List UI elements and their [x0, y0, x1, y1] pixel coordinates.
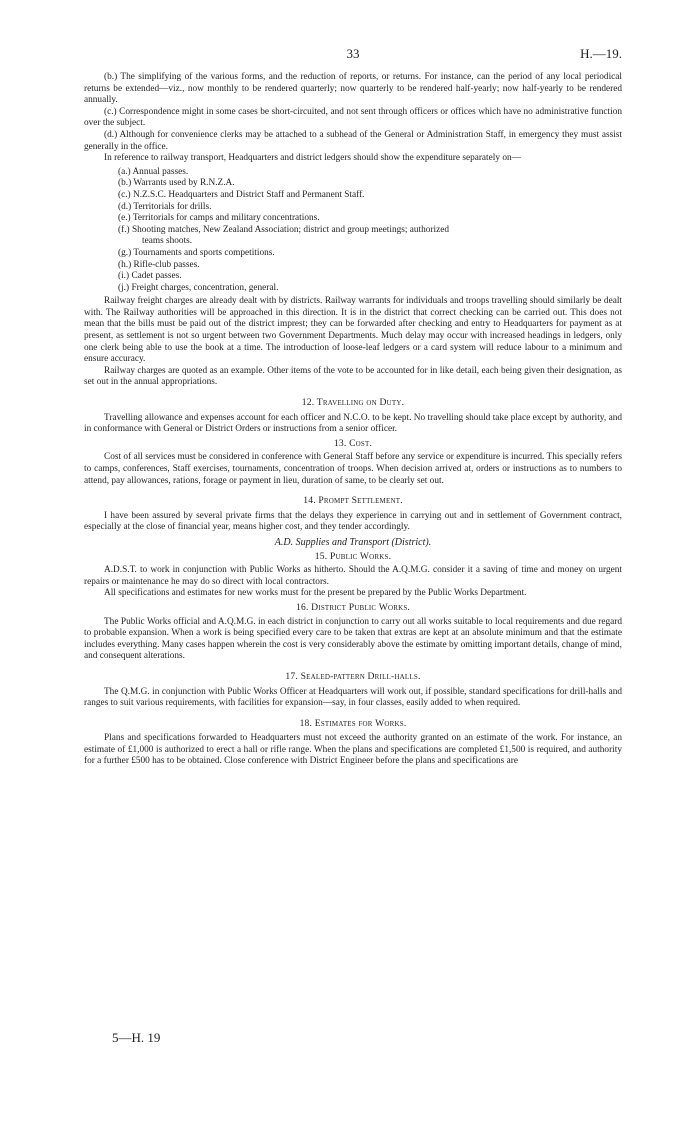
list-text: Territorials for drills.	[133, 201, 212, 212]
list-text: Annual passes.	[132, 166, 189, 177]
document-reference: H.—19.	[580, 46, 622, 61]
paragraph-intro-c: (c.) Correspondence might in some cases be short-circuited, and not sent through officers or offices which have no administrative function over the subject.	[84, 106, 622, 129]
section-heading-15: 15. Public Works.	[314, 550, 392, 562]
list-label: (g.)	[118, 247, 132, 258]
list-text: Rifle-club passes.	[133, 259, 200, 270]
list-label: (b.)	[118, 178, 132, 189]
list-item	[118, 260, 622, 272]
paragraph-section-18: Plans and specifications forwarded to Headquarters must not exceed the authority granted on an estimate of the work. For instance, an estimate of £1,000 is authorized to erect a hall or rifle range. When the plans and specifications are completed £1,500 is required, and authority for a further £500 has to be obtained. Close conference with District Engineer before the plans and specifications are	[84, 733, 622, 767]
list-label: (i.)	[118, 271, 130, 282]
list-item	[118, 271, 622, 283]
paragraph-railway-freight: Railway freight charges are already dealt with by districts. Railway warrants for individuals and troops travelling should similarly be dealt with. The Railway authorities will be approached in this direction. It is in the district that correct checking can be carried out. This does not mean that the bills must be paid out of the district imprest; they can be forwarded after checking and entry to Headquarters for payment as at present, as settlement is not so urgent between two Government Departments. Much delay may occur with increased headings in ledgers, only one clerk being able to use the book at a time. The introduction of loose-leaf ledgers or a card system will reduce labour to a minimum and ensure accuracy.	[84, 296, 622, 365]
list-item	[118, 167, 622, 179]
paragraph-section-15a: A.D.S.T. to work in conjunction with Public Works as hitherto. Should the A.Q.M.G. consider it a saving of time and money on urgent repairs or maintenance he may do so direct with local contractors.	[84, 565, 622, 587]
paragraph-railway-example: Railway charges are quoted as an example. Other items of the vote to be accounted for in like detail, each being given their designation, as set out in the annual appropriations.	[84, 365, 622, 388]
list-item	[118, 190, 622, 202]
list-label: (c.)	[118, 189, 131, 200]
section-heading-18: 18. Estimates for Works.	[299, 717, 407, 729]
section-heading-12: 12. Travelling on Duty.	[301, 397, 405, 409]
list-label: (f.)	[118, 224, 130, 235]
list-item	[118, 178, 622, 190]
section-heading-14: 14. Prompt Settlement.	[303, 495, 403, 507]
document-body	[84, 72, 622, 768]
list-text-continued: teams shoots.	[142, 236, 193, 247]
list-label: (h.)	[118, 259, 132, 270]
section-heading-16: 16. District Public Works.	[295, 601, 411, 613]
paragraph-section-15b: All specifications and estimates for new works must for the present be prepared by the Public Works Department.	[104, 588, 527, 599]
section-heading-13: 13. Cost.	[333, 437, 373, 449]
list-item	[118, 225, 622, 248]
section-heading-17: 17. Sealed-pattern Drill-halls.	[285, 670, 421, 682]
paragraph-section-13: Cost of all services must be considered in conference with General Staff before any service or expenditure is incurred. This specially refers to camps, conferences, Staff exercises, tournaments, concentration of troops. When decision arrived at, orders or instructions as to numbers to attend, pay allowances, rations, forage or payment in lieu, duration of same, to be clearly set out.	[84, 452, 622, 486]
list-text: Freight charges, concentration, general.	[131, 282, 279, 293]
list-text: Territorials for camps and military concentrations.	[132, 213, 320, 224]
page-number: 33	[346, 46, 360, 61]
railway-expenditure-list	[84, 167, 622, 295]
paragraph-section-17: The Q.M.G. in conjunction with Public Works Officer at Headquarters will work out, if possible, standard specifications for drill-halls and ranges to suit various requirements, with facilities for expansion—say, in four classes, easily added to when required.	[84, 686, 622, 709]
paragraph-section-14: I have been assured by several private firms that the delays they experience in carrying out and in settlement of Government contract, especially at the close of financial year, means higher cost, and they tender accordingly.	[84, 510, 622, 533]
paragraph-intro-b: (b.) The simplifying of the various forms, and the reduction of reports, or returns. For instance, can the period of any local periodical returns be extended—viz., now monthly to be rendered quarterly; now quarterly to be rendered half-yearly; now half-yearly to be rendered annually.	[84, 72, 622, 106]
subheading-supplies-transport: A.D. Supplies and Transport (District).	[274, 536, 432, 548]
list-label: (a.)	[118, 166, 131, 177]
list-item	[118, 213, 622, 225]
list-text: N.Z.S.C. Headquarters and District Staff and Permanent Staff.	[132, 189, 365, 200]
paragraph-section-12: Travelling allowance and expenses account for each officer and N.C.O. to be kept. No travelling should take place except by authority, and in conformance with General or District Orders or instructions from a senior officer.	[84, 412, 622, 435]
list-text: Shooting matches, New Zealand Association; district and group meetings; authorized	[131, 224, 450, 235]
list-text: Warrants used by R.N.Z.A.	[133, 178, 235, 189]
list-item	[118, 283, 622, 295]
list-text: Cadet passes.	[131, 271, 182, 282]
list-item	[118, 248, 622, 260]
printer-signature: 5—H. 19	[112, 1030, 161, 1045]
list-item	[118, 202, 622, 214]
paragraph-railway-intro: In reference to railway transport, Headquarters and district ledgers should show the expenditure separately on—	[104, 153, 521, 164]
list-label: (j.)	[118, 282, 130, 293]
list-text: Tournaments and sports competitions.	[133, 247, 275, 258]
paragraph-intro-d: (d.) Although for convenience clerks may be attached to a subhead of the General or Administration Staff, in emergency they must assist generally in the office.	[84, 129, 622, 152]
list-label: (d.)	[118, 201, 132, 212]
paragraph-section-16: The Public Works official and A.Q.M.G. in each district in conjunction to carry out all works suitable to local requirements and due regard to probable expansion. When a work is being specified every care to be taken that extras are kept at an absolute minimum and that the estimate includes everything. Many cases happen wherein the cost is very considerably above the estimate by omitting important details, change of mind, and consequent alterations.	[84, 616, 622, 662]
list-label: (e.)	[118, 213, 131, 224]
page-header	[84, 46, 622, 64]
